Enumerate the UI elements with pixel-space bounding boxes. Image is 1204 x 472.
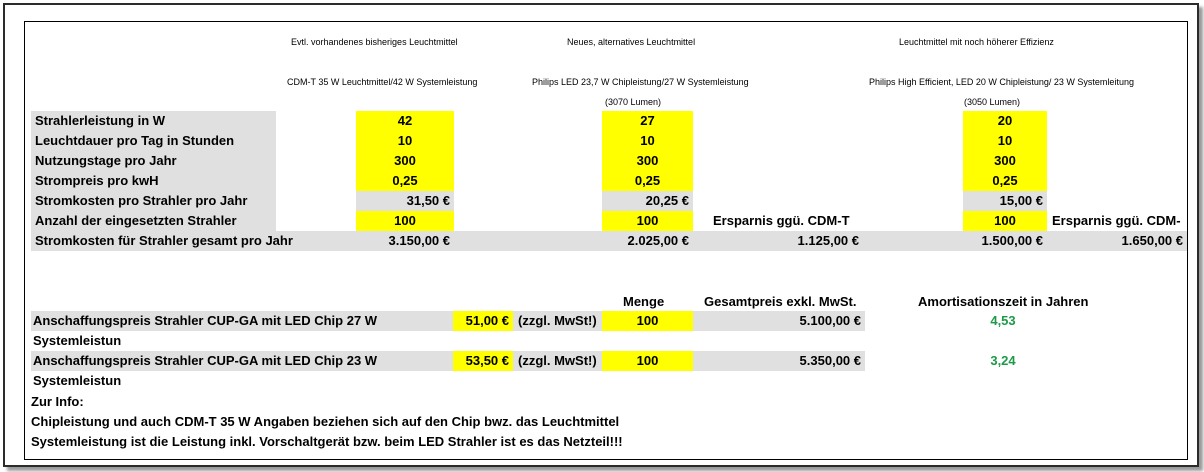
row-label: Stromkosten für Strahler gesamt pro Jahr	[35, 233, 293, 248]
cell-value[interactable]: 100	[602, 211, 693, 231]
savings-label: Ersparnis ggü. CDM-	[1052, 213, 1181, 228]
row-label: Leuchtdauer pro Tag in Stunden	[31, 131, 276, 151]
savings-value: 1.125,00 €	[797, 233, 859, 248]
info-title: Zur Info:	[31, 394, 84, 409]
cell-value[interactable]: 0,25	[963, 171, 1047, 191]
purchase-label: Anschaffungspreis Strahler CUP-GA mit LED Chip 27 W Systemleistun	[31, 311, 453, 331]
col2-lumen: (3070 Lumen)	[605, 97, 662, 107]
row-label: Anzahl der eingesetzten Strahler	[31, 211, 276, 231]
quantity[interactable]: 100	[602, 311, 693, 331]
col3-description: Philips High Efficient, LED 20 W Chipleistung/ 23 W Systemleitung	[869, 77, 1134, 87]
header-total-price: Gesamtpreis exkl. MwSt.	[704, 294, 857, 309]
cell-value: 15,00 €	[963, 191, 1047, 211]
col3-title: Leuchtmittel mit noch höherer Effizienz	[899, 37, 1054, 47]
col2-title: Neues, alternatives Leuchtmittel	[567, 37, 696, 47]
cell-value[interactable]: 300	[963, 151, 1047, 171]
vat-note: (zzgl. MwSt!)	[513, 351, 602, 371]
cell-value: 3.150,00 €	[388, 233, 450, 248]
cell-value: 31,50 €	[356, 191, 454, 211]
col1-description: CDM-T 35 W Leuchtmittel/42 W Systemleistung	[287, 77, 478, 87]
spreadsheet-area	[24, 21, 1188, 460]
cell-value[interactable]: 300	[356, 151, 454, 171]
total-price: 5.350,00 €	[693, 351, 865, 371]
row-label: Strompreis pro kwH	[31, 171, 276, 191]
col1-title: Evtl. vorhandenes bisheriges Leuchtmittel	[291, 37, 458, 47]
cell-value[interactable]: 300	[602, 151, 693, 171]
cell-value[interactable]: 10	[963, 131, 1047, 151]
cell-value[interactable]: 10	[356, 131, 454, 151]
cell-value: 1.500,00 €	[981, 233, 1043, 248]
info-line: Systemleistung ist die Leistung inkl. Vorschaltgerät bzw. beim LED Strahler ist es das Netzteil!!!	[31, 434, 623, 449]
savings-value: 1.650,00 €	[1121, 233, 1183, 248]
cell-value[interactable]: 27	[602, 111, 693, 131]
savings-label: Ersparnis ggü. CDM-T	[713, 213, 850, 228]
header-amortization: Amortisationszeit in Jahren	[918, 294, 1089, 309]
amortization-years: 4,53	[990, 313, 1016, 328]
info-line: Chipleistung und auch CDM-T 35 W Angaben beziehen sich auf den Chip bwz. das Leuchtmittel	[31, 414, 620, 429]
unit-price[interactable]: 51,00 €	[453, 311, 513, 331]
cell-value[interactable]: 100	[356, 211, 454, 231]
cell-value[interactable]: 20	[963, 111, 1047, 131]
row-label: Stromkosten pro Strahler pro Jahr	[31, 191, 276, 211]
col2-description: Philips LED 23,7 W Chipleistung/27 W Systemleistung	[532, 77, 749, 87]
vat-note: (zzgl. MwSt!)	[513, 311, 602, 331]
unit-price[interactable]: 53,50 €	[453, 351, 513, 371]
cell-value[interactable]: 100	[963, 211, 1047, 231]
spreadsheet-frame	[3, 3, 1199, 467]
cell-value[interactable]: 0,25	[356, 171, 454, 191]
row-label: Strahlerleistung in W	[31, 111, 276, 131]
cell-value: 20,25 €	[602, 191, 693, 211]
row-label: Nutzungstage pro Jahr	[31, 151, 276, 171]
cell-value[interactable]: 42	[356, 111, 454, 131]
purchase-label: Anschaffungspreis Strahler CUP-GA mit LED Chip 23 W Systemleistun	[31, 351, 453, 371]
cell-value: 2.025,00 €	[627, 233, 689, 248]
total-price: 5.100,00 €	[693, 311, 865, 331]
amortization-years: 3,24	[990, 353, 1016, 368]
col3-lumen: (3050 Lumen)	[964, 97, 1021, 107]
cell-value[interactable]: 10	[602, 131, 693, 151]
header-quantity: Menge	[623, 294, 665, 309]
quantity[interactable]: 100	[602, 351, 693, 371]
cell-value[interactable]: 0,25	[602, 171, 693, 191]
